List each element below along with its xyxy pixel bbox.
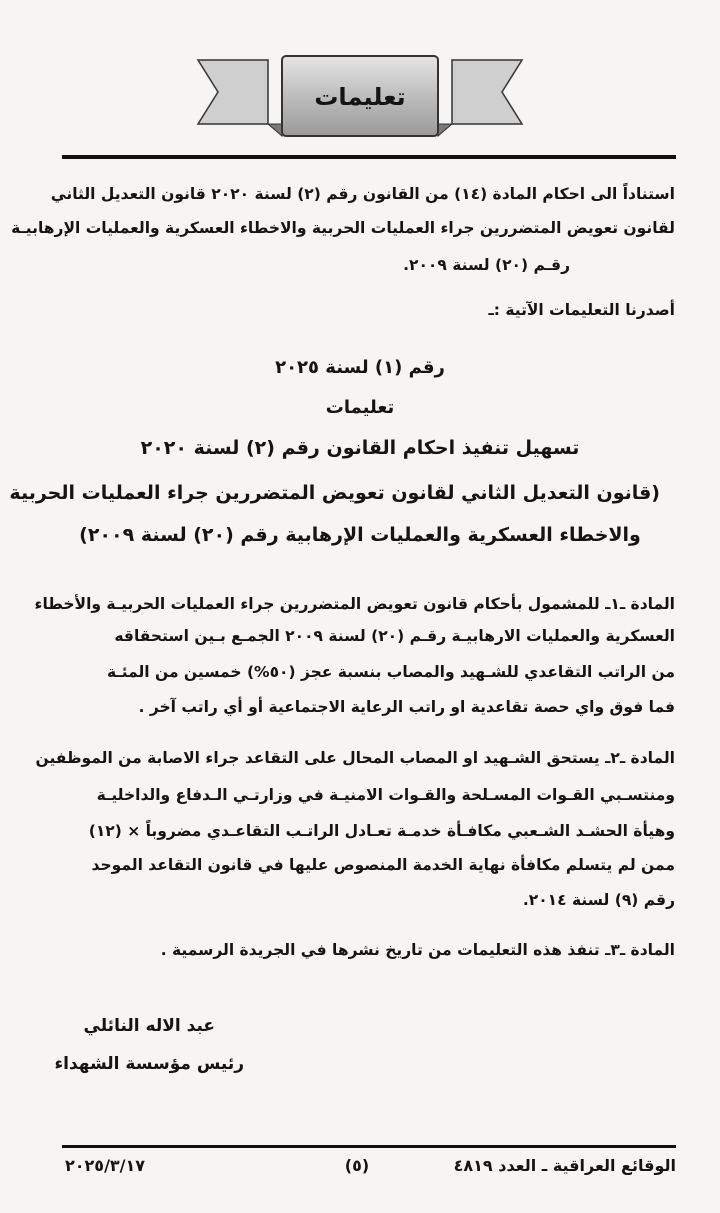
instructions-subtitle-2: والاخطاء العسكرية والعمليات الإرهابية رقم (٢٠) لسنة ٢٠٠٩) (79, 524, 641, 546)
preamble-line-2: لقانون تعويض المتضررين جراء العمليات الحربية والاخطاء العسكرية والعمليات الإرهابيـة (11, 219, 675, 237)
article-1-line-1: المادة ـ١ـ للمشمول بأحكام قانون تعويض المتضررين جراء العمليات الحربيـة والأخطاء (34, 595, 675, 613)
article-1-line-3: من الراتب التقاعدي للشـهيد والمصاب بنسبة عجز (٥٠%) خمسين من المئـة (107, 663, 675, 681)
issued-statement: أصدرنا التعليمات الآتية :ـ (488, 301, 675, 319)
footer-page-number: (٥) (344, 1156, 370, 1175)
preamble-line-1: استناداً الى احكام المادة (١٤) من القانون رقم (٢) لسنة ٢٠٢٠ قانون التعديل الثاني (50, 185, 675, 203)
instructions-subtitle-1: (قانون التعديل الثاني لقانون تعويض المتضررين جراء العمليات الحربية (9, 482, 660, 504)
article-2-line-1: المادة ـ٢ـ يستحق الشـهيد او المصاب المحال على التقاعد جراء الاصابة من الموظفين (35, 749, 675, 767)
article-3: المادة ـ٣ـ تنفذ هذه التعليمات من تاريخ نشرها في الجريدة الرسمية . (160, 941, 675, 959)
article-2-line-4: ممن لم يتسلم مكافأة نهاية الخدمة المنصوص عليها في قانون التقاعد الموحد (91, 856, 675, 874)
signatory-name: عبد الاله النائلي (83, 1016, 215, 1036)
footer-date: ٢٠٢٥/٣/١٧ (65, 1156, 146, 1175)
footer-publication: الوقائع العراقية ـ العدد ٤٨١٩ (453, 1156, 676, 1175)
top-divider (62, 155, 676, 159)
instructions-label: تعليمات (325, 397, 395, 418)
article-1-line-2: العسكرية والعمليات الارهابيـة رقـم (٢٠) لسنة ٢٠٠٩ الجمـع بـين استحقاقه (114, 627, 675, 645)
signatory-title: رئيس مؤسسة الشهداء (54, 1054, 244, 1074)
article-1-line-4: فما فوق واي حصة تقاعدية او راتب الرعاية الاجتماعية أو أي راتب آخر . (138, 698, 675, 716)
article-2-line-5: رقم (٩) لسنة ٢٠١٤. (522, 891, 675, 909)
article-2-line-3: وهيأة الحشـد الشـعبي مكافـأة خدمـة تعـادل الراتـب التقاعـدي مضروباً × (١٢) (88, 822, 675, 840)
banner-title: تعليمات (314, 83, 406, 111)
instructions-number: رقم (١) لسنة ٢٠٢٥ (275, 357, 445, 378)
instructions-title: تسهيل تنفيذ احكام القانون رقم (٢) لسنة ٢٠٢٠ (140, 437, 580, 459)
preamble-line-3: رقـم (٢٠) لسنة ٢٠٠٩. (403, 256, 570, 274)
bottom-divider (62, 1145, 676, 1148)
article-2-line-2: ومنتسـبي القـوات المسـلحة والقـوات الامنيـة في وزارتـي الـدفاع والداخليـة (96, 786, 675, 804)
